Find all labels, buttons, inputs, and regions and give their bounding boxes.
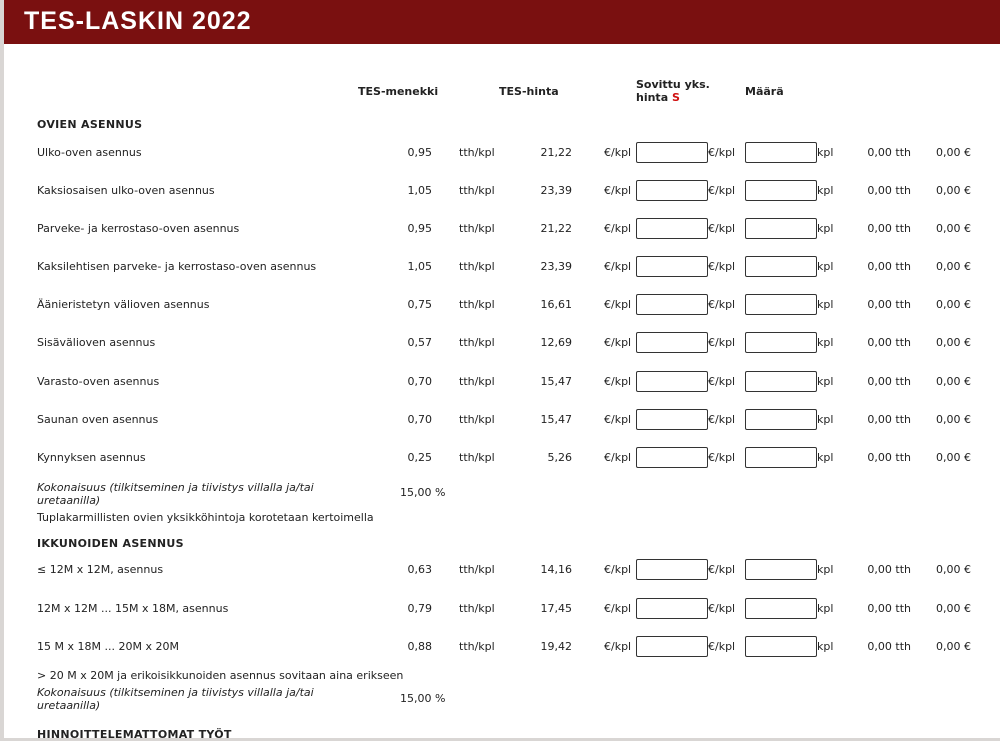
row-hinta-unit: €/kpl (604, 222, 632, 235)
row-sovittu-unit: €/kpl (708, 413, 736, 426)
row-maara-unit: kpl (817, 184, 834, 197)
row-menekki-unit: tth/kpl (459, 640, 495, 653)
header-sovittu-hinta (636, 78, 710, 104)
row-menekki-unit: tth/kpl (459, 451, 495, 464)
row-sovittu-unit: €/kpl (708, 602, 736, 615)
row-total-eur: 0,00 € (936, 298, 971, 311)
maara-input[interactable] (745, 218, 817, 239)
row-tes-menekki: 1,05 (407, 184, 432, 197)
row-tes-hinta: 14,16 (540, 563, 572, 576)
row-maara-unit: kpl (817, 260, 834, 273)
maara-input[interactable] (745, 636, 817, 657)
row-tes-hinta: 12,69 (540, 336, 572, 349)
row-sovittu-unit: €/kpl (708, 222, 736, 235)
row-tes-hinta: 21,22 (540, 222, 572, 235)
maara-input[interactable] (745, 180, 817, 201)
row-total-tth: 0,00 tth (867, 451, 911, 464)
kokonaisuus-note: Kokonaisuus (tilkitseminen ja tiivistys villalla ja/tai uretaanilla) (37, 686, 314, 712)
row-tes-menekki: 0,70 (407, 413, 432, 426)
sovittu-hinta-input[interactable] (636, 371, 708, 392)
row-total-tth: 0,00 tth (867, 260, 911, 273)
sovittu-hinta-input[interactable] (636, 332, 708, 353)
row-total-tth: 0,00 tth (867, 640, 911, 653)
row-total-tth: 0,00 tth (867, 146, 911, 159)
table-row (4, 636, 1000, 658)
row-hinta-unit: €/kpl (604, 146, 632, 159)
maara-input[interactable] (745, 559, 817, 580)
row-sovittu-unit: €/kpl (708, 336, 736, 349)
row-total-tth: 0,00 tth (867, 336, 911, 349)
row-tes-hinta: 16,61 (540, 298, 572, 311)
maara-input[interactable] (745, 332, 817, 353)
table-row (4, 371, 1000, 393)
tuplakarmi-note: Tuplakarmillisten ovien yksikköhintoja korotetaan kertoimella (37, 511, 374, 524)
row-total-tth: 0,00 tth (867, 563, 911, 576)
row-tes-menekki: 0,70 (407, 375, 432, 388)
row-sovittu-unit: €/kpl (708, 640, 736, 653)
row-maara-unit: kpl (817, 413, 834, 426)
row-menekki-unit: tth/kpl (459, 375, 495, 388)
sovittu-hinta-input[interactable] (636, 218, 708, 239)
row-total-eur: 0,00 € (936, 375, 971, 388)
row-menekki-unit: tth/kpl (459, 336, 495, 349)
row-maara-unit: kpl (817, 640, 834, 653)
row-hinta-unit: €/kpl (604, 413, 632, 426)
row-menekki-unit: tth/kpl (459, 413, 495, 426)
row-tes-hinta: 17,45 (540, 602, 572, 615)
row-total-eur: 0,00 € (936, 260, 971, 273)
maara-input[interactable] (745, 371, 817, 392)
row-total-eur: 0,00 € (936, 451, 971, 464)
row-tes-menekki: 0,95 (407, 222, 432, 235)
maara-input[interactable] (745, 294, 817, 315)
row-tes-menekki: 0,88 (407, 640, 432, 653)
table-row (4, 559, 1000, 581)
kokonaisuus-percent: 15,00 % (400, 486, 446, 499)
row-maara-unit: kpl (817, 602, 834, 615)
row-label: 15 M x 18M ... 20M x 20M (37, 640, 179, 653)
row-tes-hinta: 23,39 (540, 184, 572, 197)
row-sovittu-unit: €/kpl (708, 375, 736, 388)
row-menekki-unit: tth/kpl (459, 222, 495, 235)
row-maara-unit: kpl (817, 336, 834, 349)
row-total-eur: 0,00 € (936, 336, 971, 349)
table-row (4, 332, 1000, 354)
sovittu-hinta-input[interactable] (636, 636, 708, 657)
row-label: Kaksilehtisen parveke- ja kerrostaso-oven asennus (37, 260, 317, 273)
row-maara-unit: kpl (817, 375, 834, 388)
kokonaisuus-note: Kokonaisuus (tilkitseminen ja tiivistys villalla ja/tai uretaanilla) (37, 481, 314, 507)
row-maara-unit: kpl (817, 146, 834, 159)
row-hinta-unit: €/kpl (604, 298, 632, 311)
row-tes-hinta: 5,26 (547, 451, 572, 464)
sovittu-hinta-input[interactable] (636, 559, 708, 580)
sovittu-hinta-input[interactable] (636, 409, 708, 430)
row-tes-menekki: 0,95 (407, 146, 432, 159)
header-tes-menekki: TES-menekki (358, 85, 439, 98)
row-tes-menekki: 0,75 (407, 298, 432, 311)
row-maara-unit: kpl (817, 563, 834, 576)
row-total-eur: 0,00 € (936, 640, 971, 653)
row-total-tth: 0,00 tth (867, 184, 911, 197)
row-label: Varasto-oven asennus (37, 375, 160, 388)
row-hinta-unit: €/kpl (604, 336, 632, 349)
maara-input[interactable] (745, 409, 817, 430)
row-total-tth: 0,00 tth (867, 413, 911, 426)
row-label: Äänieristetyn välioven asennus (37, 298, 210, 311)
row-label: Parveke- ja kerrostaso-oven asennus (37, 222, 240, 235)
row-sovittu-unit: €/kpl (708, 146, 736, 159)
row-total-eur: 0,00 € (936, 146, 971, 159)
row-sovittu-unit: €/kpl (708, 184, 736, 197)
table-row (4, 218, 1000, 240)
erikoisikkuna-note: > 20 M x 20M ja erikoisikkunoiden asennus sovitaan aina erikseen (37, 669, 404, 682)
row-total-tth: 0,00 tth (867, 222, 911, 235)
table-row (4, 447, 1000, 469)
row-hinta-unit: €/kpl (604, 640, 632, 653)
row-menekki-unit: tth/kpl (459, 563, 495, 576)
table-row (4, 142, 1000, 164)
row-menekki-unit: tth/kpl (459, 184, 495, 197)
row-sovittu-unit: €/kpl (708, 563, 736, 576)
row-menekki-unit: tth/kpl (459, 298, 495, 311)
row-label: Kaksiosaisen ulko-oven asennus (37, 184, 215, 197)
header-tes-hinta: TES-hinta (499, 85, 559, 98)
sovittu-hinta-input[interactable] (636, 294, 708, 315)
app-title: TES-LASKIN 2022 (24, 7, 252, 35)
row-hinta-unit: €/kpl (604, 184, 632, 197)
section-title-ovien-asennus: OVIEN ASENNUS (37, 118, 143, 131)
row-tes-menekki: 0,79 (407, 602, 432, 615)
table-row (4, 256, 1000, 278)
table-row (4, 294, 1000, 316)
row-total-eur: 0,00 € (936, 184, 971, 197)
sovittu-hinta-input[interactable] (636, 142, 708, 163)
maara-input[interactable] (745, 256, 817, 277)
sovittu-hinta-input[interactable] (636, 180, 708, 201)
row-tes-menekki: 1,05 (407, 260, 432, 273)
row-maara-unit: kpl (817, 298, 834, 311)
kokonaisuus-percent: 15,00 % (400, 692, 446, 705)
row-tes-hinta: 21,22 (540, 146, 572, 159)
row-total-eur: 0,00 € (936, 602, 971, 615)
table-row (4, 180, 1000, 202)
section-title-ikkunoiden-asennus: IKKUNOIDEN ASENNUS (37, 537, 184, 550)
row-label: Sisävälioven asennus (37, 336, 156, 349)
maara-input[interactable] (745, 598, 817, 619)
row-maara-unit: kpl (817, 222, 834, 235)
row-total-tth: 0,00 tth (867, 602, 911, 615)
maara-input[interactable] (745, 142, 817, 163)
row-sovittu-unit: €/kpl (708, 451, 736, 464)
row-total-eur: 0,00 € (936, 413, 971, 426)
row-hinta-unit: €/kpl (604, 260, 632, 273)
row-label: Kynnyksen asennus (37, 451, 146, 464)
row-hinta-unit: €/kpl (604, 602, 632, 615)
row-hinta-unit: €/kpl (604, 451, 632, 464)
row-menekki-unit: tth/kpl (459, 260, 495, 273)
row-total-tth: 0,00 tth (867, 375, 911, 388)
row-tes-hinta: 23,39 (540, 260, 572, 273)
calculator-form (4, 44, 1000, 741)
header-maara: Määrä (745, 85, 784, 98)
header-sovittu-line2: hinta (636, 91, 669, 104)
row-label: Saunan oven asennus (37, 413, 159, 426)
table-row (4, 409, 1000, 431)
sovittu-hinta-input[interactable] (636, 598, 708, 619)
row-menekki-unit: tth/kpl (459, 602, 495, 615)
row-total-tth: 0,00 tth (867, 298, 911, 311)
row-tes-hinta: 19,42 (540, 640, 572, 653)
row-menekki-unit: tth/kpl (459, 146, 495, 159)
sovittu-hinta-input[interactable] (636, 447, 708, 468)
row-tes-menekki: 0,57 (407, 336, 432, 349)
header-sovittu-line1: Sovittu yks. (636, 78, 710, 91)
row-sovittu-unit: €/kpl (708, 260, 736, 273)
row-label: 12M x 12M ... 15M x 18M, asennus (37, 602, 229, 615)
row-tes-menekki: 0,63 (407, 563, 432, 576)
sovittu-hinta-input[interactable] (636, 256, 708, 277)
row-hinta-unit: €/kpl (604, 375, 632, 388)
row-label: ≤ 12M x 12M, asennus (37, 563, 164, 576)
row-tes-menekki: 0,25 (407, 451, 432, 464)
table-row (4, 598, 1000, 620)
maara-input[interactable] (745, 447, 817, 468)
row-tes-hinta: 15,47 (540, 375, 572, 388)
section-title-hinnoittelemattomat-tyot: HINNOITTELEMATTOMAT TYÖT (37, 728, 232, 741)
row-label: Ulko-oven asennus (37, 146, 142, 159)
row-maara-unit: kpl (817, 451, 834, 464)
row-total-eur: 0,00 € (936, 563, 971, 576)
row-total-eur: 0,00 € (936, 222, 971, 235)
app-banner (4, 0, 1000, 44)
row-sovittu-unit: €/kpl (708, 298, 736, 311)
row-tes-hinta: 15,47 (540, 413, 572, 426)
row-hinta-unit: €/kpl (604, 563, 632, 576)
header-sovittu-marker: S (671, 91, 680, 104)
